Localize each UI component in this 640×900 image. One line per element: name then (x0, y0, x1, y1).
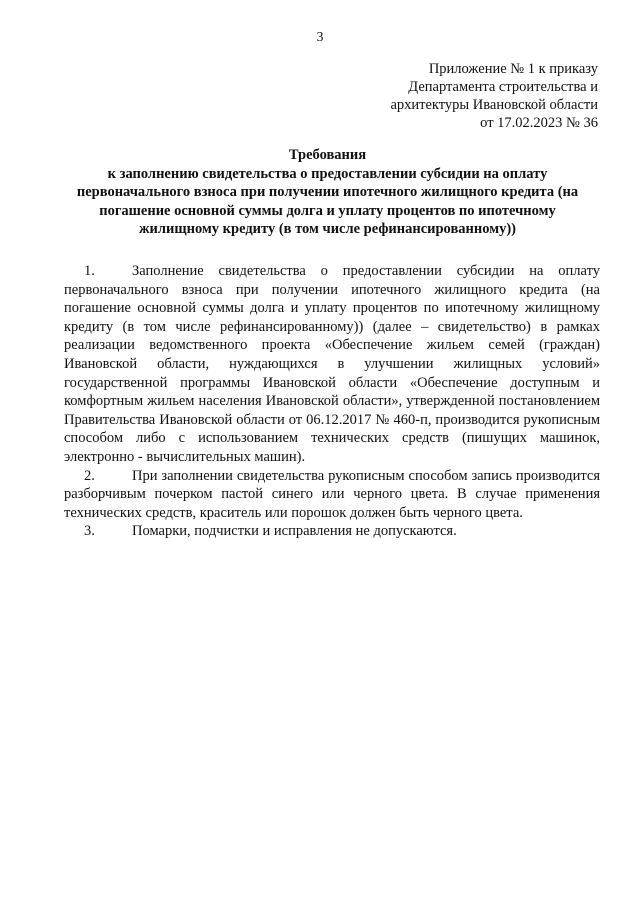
paragraph-1 (64, 262, 600, 467)
title-line: погашение основной суммы долга и уплату процентов по ипотечному (99, 202, 556, 219)
paragraph-3 (64, 522, 600, 541)
paragraph-number: 2. (84, 467, 95, 484)
document-body (64, 262, 600, 541)
title-line: жилищному кредиту (в том числе рефинансированному)) (138, 221, 516, 238)
appendix-reference (268, 60, 598, 132)
appendix-line: архитектуры Ивановской области (390, 97, 598, 113)
paragraph-number: 1. (84, 263, 95, 279)
title-line: первоначального взноса при получении ипотечного жилищного кредита (на (76, 184, 579, 201)
appendix-line: от 17.02.2023 № 36 (480, 115, 598, 131)
paragraph-text: Помарки, подчистки и исправления не допускаются. (132, 523, 457, 540)
appendix-line: Приложение № 1 к приказу (428, 61, 598, 77)
paragraph-number: 3. (84, 523, 95, 540)
paragraph-text: Заполнение свидетельства о предоставлении субсидии на оплату первоначального взноса при получении ипотечного жилищного кредита (на погашение основной суммы долга и уплату процентов по ипотечному жилищному кредиту (в том числе рефинансированному)) (далее – свидетельство) в рамках реализации ведомственного проекта «Обеспечение жильем семей (граждан) Ивановской области, нуждающихся в улучшении жилищных условий» государственной программы Ивановской области «Обеспечение доступным и комфортным жильем населения Ивановской области», утвержденной постановлением Правительства Ивановской области от 06.12.2017 № 460-п, производится рукописным способом либо с использованием технических средств (пишущих машинок, электронно - вычислительных машин). (64, 263, 600, 465)
paragraph-2 (64, 467, 600, 523)
title-line: к заполнению свидетельства о предоставлении субсидии на оплату (107, 165, 548, 182)
paragraph-text: При заполнении свидетельства рукописным способом запись производится разборчивым почерком пастой синего или черного цвета. В случае применения технических средств, краситель или порошок должен быть черного цвета. (64, 467, 600, 521)
appendix-line: Департамента строительства и (408, 79, 598, 95)
document-title (55, 146, 600, 239)
page-number: 3 (316, 30, 324, 45)
title-heading: Требования (288, 147, 367, 163)
